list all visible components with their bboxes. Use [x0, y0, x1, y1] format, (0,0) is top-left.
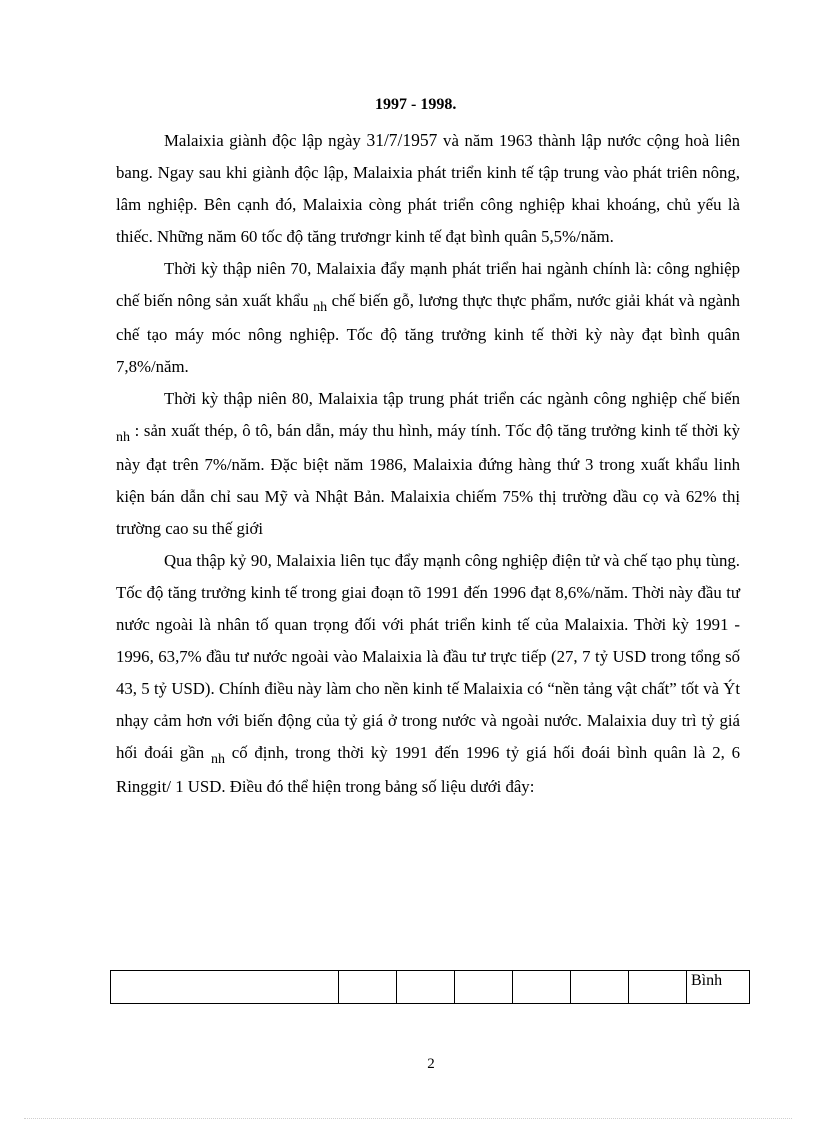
- table-cell: [629, 971, 687, 1004]
- paragraph-3-text-a: Thời kỳ thập niên 80, Malaixia tập trung phát triển các ngành công nghiệp chế biến: [164, 389, 740, 408]
- table-cell: [397, 971, 455, 1004]
- table-cell: [571, 971, 629, 1004]
- section-heading: 1997 - 1998.: [375, 96, 457, 113]
- paragraph-2: [116, 253, 740, 383]
- paragraph-1: [116, 124, 740, 253]
- page-bottom-divider: [24, 1118, 792, 1119]
- paragraph-1-text-a: Malaixia giành độc lập ngày: [164, 131, 367, 150]
- paragraph-2-subscript: nh: [313, 300, 328, 315]
- table-cell: [513, 971, 571, 1004]
- exchange-rate-table: [110, 970, 750, 1004]
- table-row: [111, 971, 750, 1004]
- table-cell: [111, 971, 339, 1004]
- independence-date: 31/7/1957: [366, 130, 438, 150]
- table-cell: [455, 971, 513, 1004]
- paragraph-3-text-b: : sản xuất thép, ô tô, bán dẫn, máy thu hình, máy tính. Tốc độ tăng trưởng kinh tế thời kỳ này đạt trên 7%/năm. Đặc biệt năm 1986, Malaixia đứng hàng thứ 3 trong xuất khẩu linh kiện bán dẫn chỉ sau Mỹ và Nhật Bản. Malaixia chiếm 75% thị trường dầu cọ và 62% thị trường cao su thế giới: [116, 421, 740, 538]
- page-number: 2: [427, 1056, 435, 1072]
- paragraph-4: [116, 545, 740, 803]
- paragraph-1-text-b: và năm 1963 thành lập nước cộng hoà liên bang. Ngay sau khi giành độc lập, Malaixia phát triển kinh tế tập trung vào phát triên nông, lâm nghiệp. Bên cạnh đó, Malaixia còng phát triển công nghiệp khai khoáng, chủ yếu là thiếc. Những năm 60 tốc độ tăng trươngr kinh tế đạt bình quân 5,5%/năm.: [116, 131, 740, 246]
- paragraph-4-text-a: Qua thập kỷ 90, Malaixia liên tục đẩy mạnh công nghiệp điện tử và chế tạo phụ tùng. Tốc độ tăng trưởng kinh tế trong giai đoạn tõ 1991 đến 1996 đạt 8,6%/năm. Thời này đầu tư nước ngoài là nhân tố quan trọng đối với phát triển kinh tế của Malaixia. Thời kỳ 1991 - 1996, 63,7% đầu tư nước ngoài vào Malaixia là đầu tư trực tiếp (27, 7 tỷ USD trong tổng số 43, 5 tỷ USD). Chính điều này làm cho nền kinh tế Malaixia có “nền tảng vật chất” tốt và Ýt nhạy cảm hơn với biến động của tỷ giá ở trong nước và ngoài nước. Malaixia duy trì tỷ giá hối đoái gần: [116, 551, 740, 762]
- paragraph-4-text-b: cố định, trong thời kỳ 1991 đến 1996 tỷ giá hối đoái bình quân là 2, 6 Ringgit/ 1 USD. Điều đó thể hiện trong bảng số liệu dưới đây:: [116, 743, 740, 796]
- paragraph-2-text-b: chế biến gỗ, lương thực thực phẩm, nước giải khát và ngành chế tạo máy móc nông nghiệp. Tốc độ tăng trưởng kinh tế thời kỳ này đạt bình quân 7,8%/năm.: [116, 291, 740, 376]
- paragraph-4-subscript: nh: [210, 752, 225, 767]
- table-cell: [339, 971, 397, 1004]
- paragraph-3: [116, 383, 740, 545]
- table-header-average: Bình: [687, 971, 750, 1004]
- paragraph-3-subscript: nh: [116, 430, 130, 445]
- paragraph-2-text-a: Thời kỳ thập niên 70, Malaixia đẩy mạnh phát triển hai ngành chính là: công nghiệp chế biến nông sản xuất khẩu: [116, 259, 740, 310]
- body-text: [116, 124, 740, 803]
